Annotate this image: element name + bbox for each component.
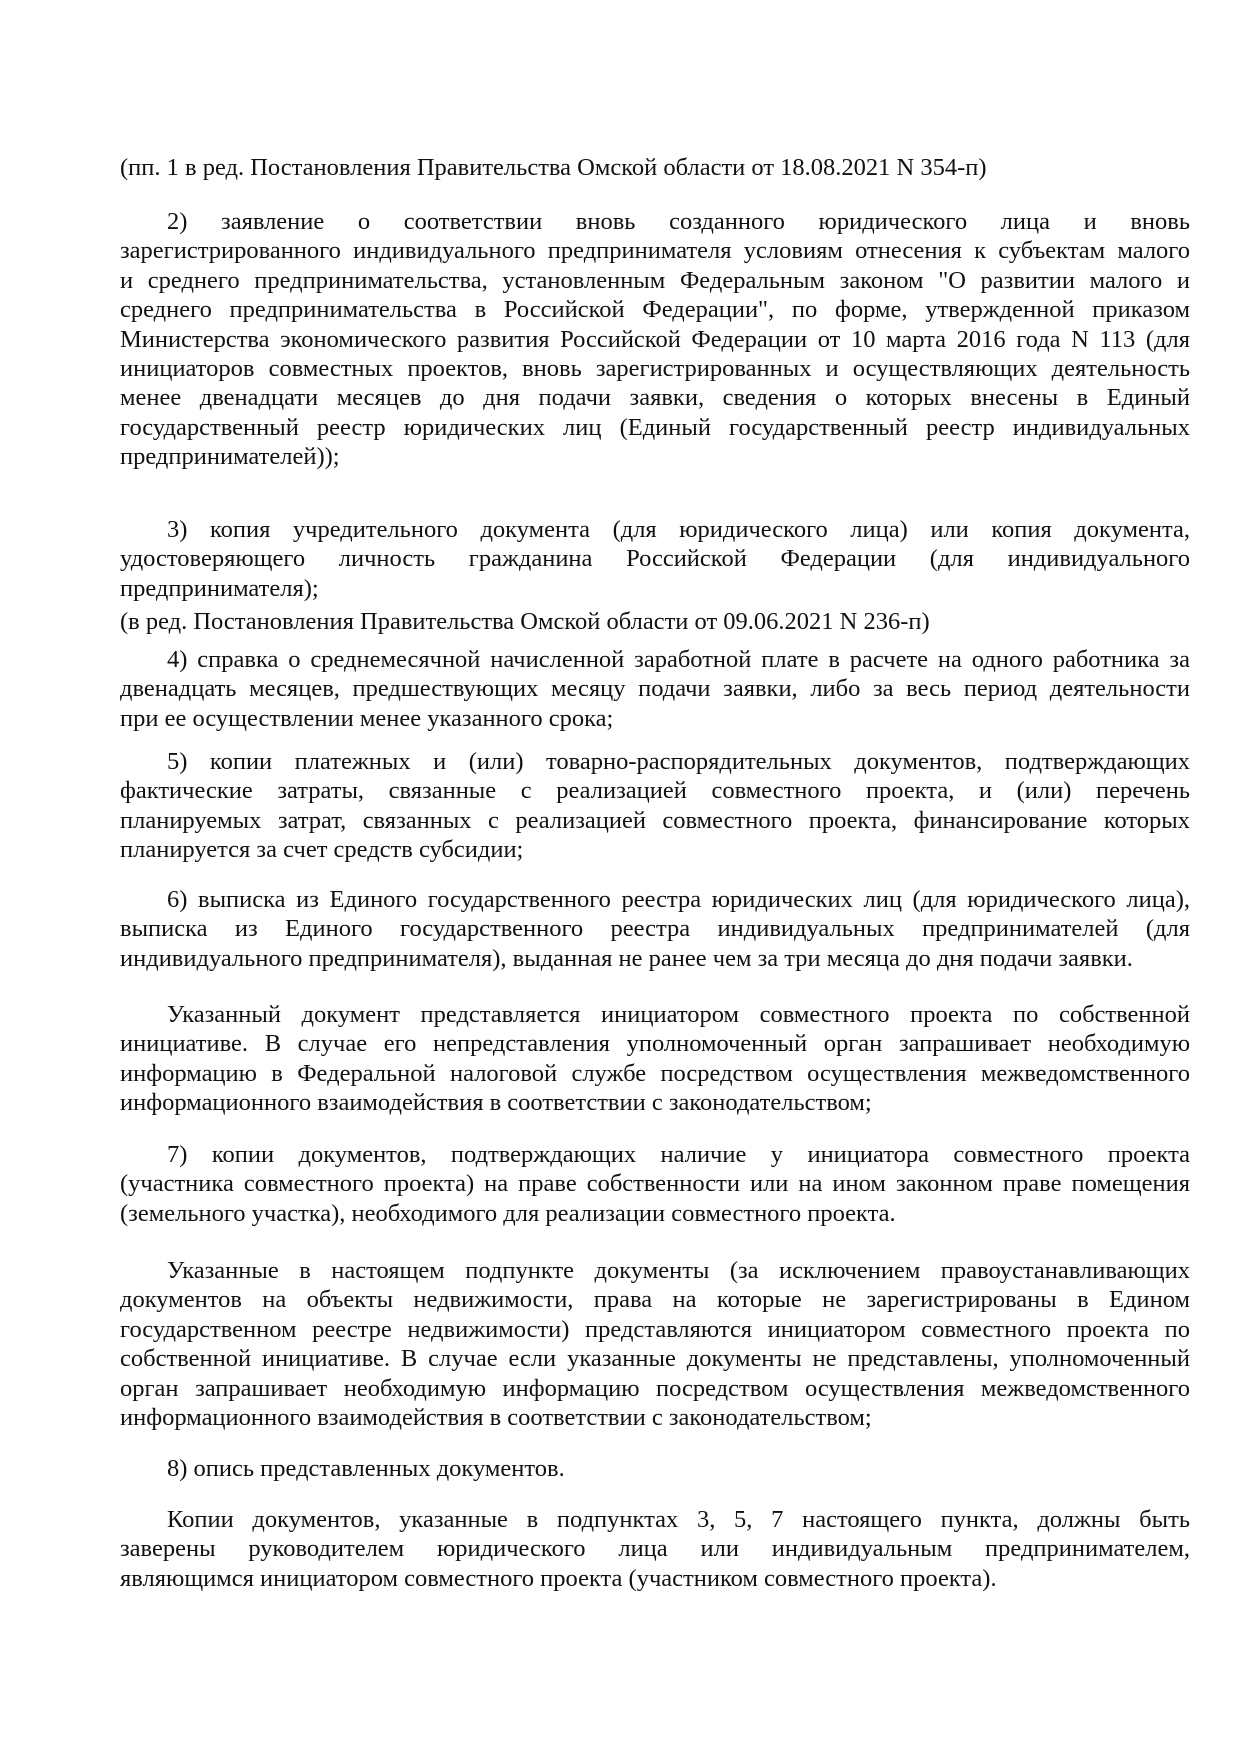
text-line: инициативе. В случае его непредставления уполномоченный орган запрашивает необходимую — [120, 1030, 1190, 1058]
text-line: 7) копии документов, подтверждающих наличие у инициатора совместного проекта — [167, 1141, 1190, 1168]
text-line: инициаторов совместных проектов, вновь зарегистрированных и осуществляющих деятельность — [120, 355, 1190, 383]
text-line: 3) копия учредительного документа (для юридического лица) или копия документа, — [167, 516, 1190, 543]
text-line: информацию в Федеральной налоговой службе посредством осуществления межведомственного — [120, 1059, 1190, 1087]
text-line: и среднего предпринимательства, установленным Федеральным законом "О развитии малого и — [120, 266, 1190, 294]
text-line: (пп. 1 в ред. Постановления Правительства Омской области от 18.08.2021 N 354-п) — [120, 154, 987, 181]
text-line: информационного взаимодействия в соответствии с законодательством; — [120, 1089, 872, 1117]
text-line: при ее осуществлении менее указанного срока; — [120, 704, 614, 732]
text-line: (в ред. Постановления Правительства Омской области от 09.06.2021 N 236-п) — [120, 608, 930, 635]
text-line: Копии документов, указанные в подпунктах 3, 5, 7 настоящего пункта, должны быть — [167, 1506, 1190, 1533]
text-line: государственный реестр юридических лиц (Единый государственный реестр индивидуальных — [120, 413, 1190, 441]
text-line: планируемых затрат, связанных с реализацией совместного проекта, финансирование которых — [120, 806, 1190, 834]
text-line: предпринимателей)); — [120, 443, 340, 471]
text-line: (земельного участка), необходимого для реализации совместного проекта. — [120, 1199, 896, 1227]
paragraph — [120, 747, 1190, 865]
text-line: государственном реестре недвижимости) представляются инициатором совместного проекта по — [120, 1315, 1190, 1343]
text-line: двенадцать месяцев, предшествующих месяцу подачи заявки, либо за весь период деятельности — [120, 675, 1190, 703]
text-line: планируется за счет средств субсидии; — [120, 836, 524, 864]
text-line: 5) копии платежных и (или) товарно-распорядительных документов, подтверждающих — [167, 748, 1190, 775]
text-line: удостоверяющего личность гражданина Российской Федерации (для индивидуального — [120, 545, 1190, 573]
text-line: 4) справка о среднемесячной начисленной заработной плате в расчете на одного работника за — [167, 646, 1190, 673]
text-line: менее двенадцати месяцев до дня подачи заявки, сведения о которых внесены в Единый — [120, 384, 1190, 412]
text-line: 8) опись представленных документов. — [167, 1455, 565, 1482]
paragraph — [120, 1256, 1190, 1432]
text-line: орган запрашивает необходимую информацию посредством осуществления межведомственного — [120, 1374, 1190, 1402]
text-line: 2) заявление о соответствии вновь созданного юридического лица и вновь — [167, 208, 1190, 235]
text-line: Указанные в настоящем подпункте документы (за исключением правоустанавливающих — [167, 1257, 1190, 1284]
paragraph — [120, 1000, 1190, 1118]
text-line: индивидуального предпринимателя), выданная не ранее чем за три месяца до дня подачи заявки. — [120, 944, 1133, 972]
text-line: являющимся инициатором совместного проекта (участником совместного проекта). — [120, 1564, 997, 1592]
text-line: Министерства экономического развития Российской Федерации от 10 марта 2016 года N 113 (для — [120, 325, 1190, 353]
paragraph — [120, 515, 1190, 603]
paragraph — [120, 885, 1190, 973]
text-line: зарегистрированного индивидуального предпринимателя условиям отнесения к субъектам малого — [120, 237, 1190, 265]
text-line: среднего предпринимательства в Российской Федерации", по форме, утвержденной приказом — [120, 296, 1190, 324]
paragraph — [120, 645, 1190, 733]
text-line: выписка из Единого государственного реестра индивидуальных предпринимателей (для — [120, 915, 1190, 943]
text-line: Указанный документ представляется инициатором совместного проекта по собственной — [167, 1001, 1190, 1028]
text-line: собственной инициативе. В случае если указанные документы не представлены, уполномоченный — [120, 1345, 1190, 1373]
paragraph — [120, 1454, 1190, 1483]
paragraph — [120, 153, 1190, 182]
text-line: 6) выписка из Единого государственного реестра юридических лиц (для юридического лица), — [167, 886, 1190, 913]
paragraph — [120, 1505, 1190, 1593]
text-line: документов на объекты недвижимости, права на которые не зарегистрированы в Едином — [120, 1286, 1190, 1314]
paragraph — [120, 1140, 1190, 1228]
text-line: заверены руководителем юридического лица или индивидуальным предпринимателем, — [120, 1535, 1190, 1563]
text-line: информационного взаимодействия в соответствии с законодательством; — [120, 1404, 872, 1432]
text-line: (участника совместного проекта) на праве собственности или на ином законном праве помещения — [120, 1170, 1190, 1198]
text-line: фактические затраты, связанные с реализацией совместного проекта, и (или) перечень — [120, 777, 1190, 805]
paragraph — [120, 207, 1190, 472]
paragraph — [120, 607, 1190, 636]
text-line: предпринимателя); — [120, 574, 319, 602]
